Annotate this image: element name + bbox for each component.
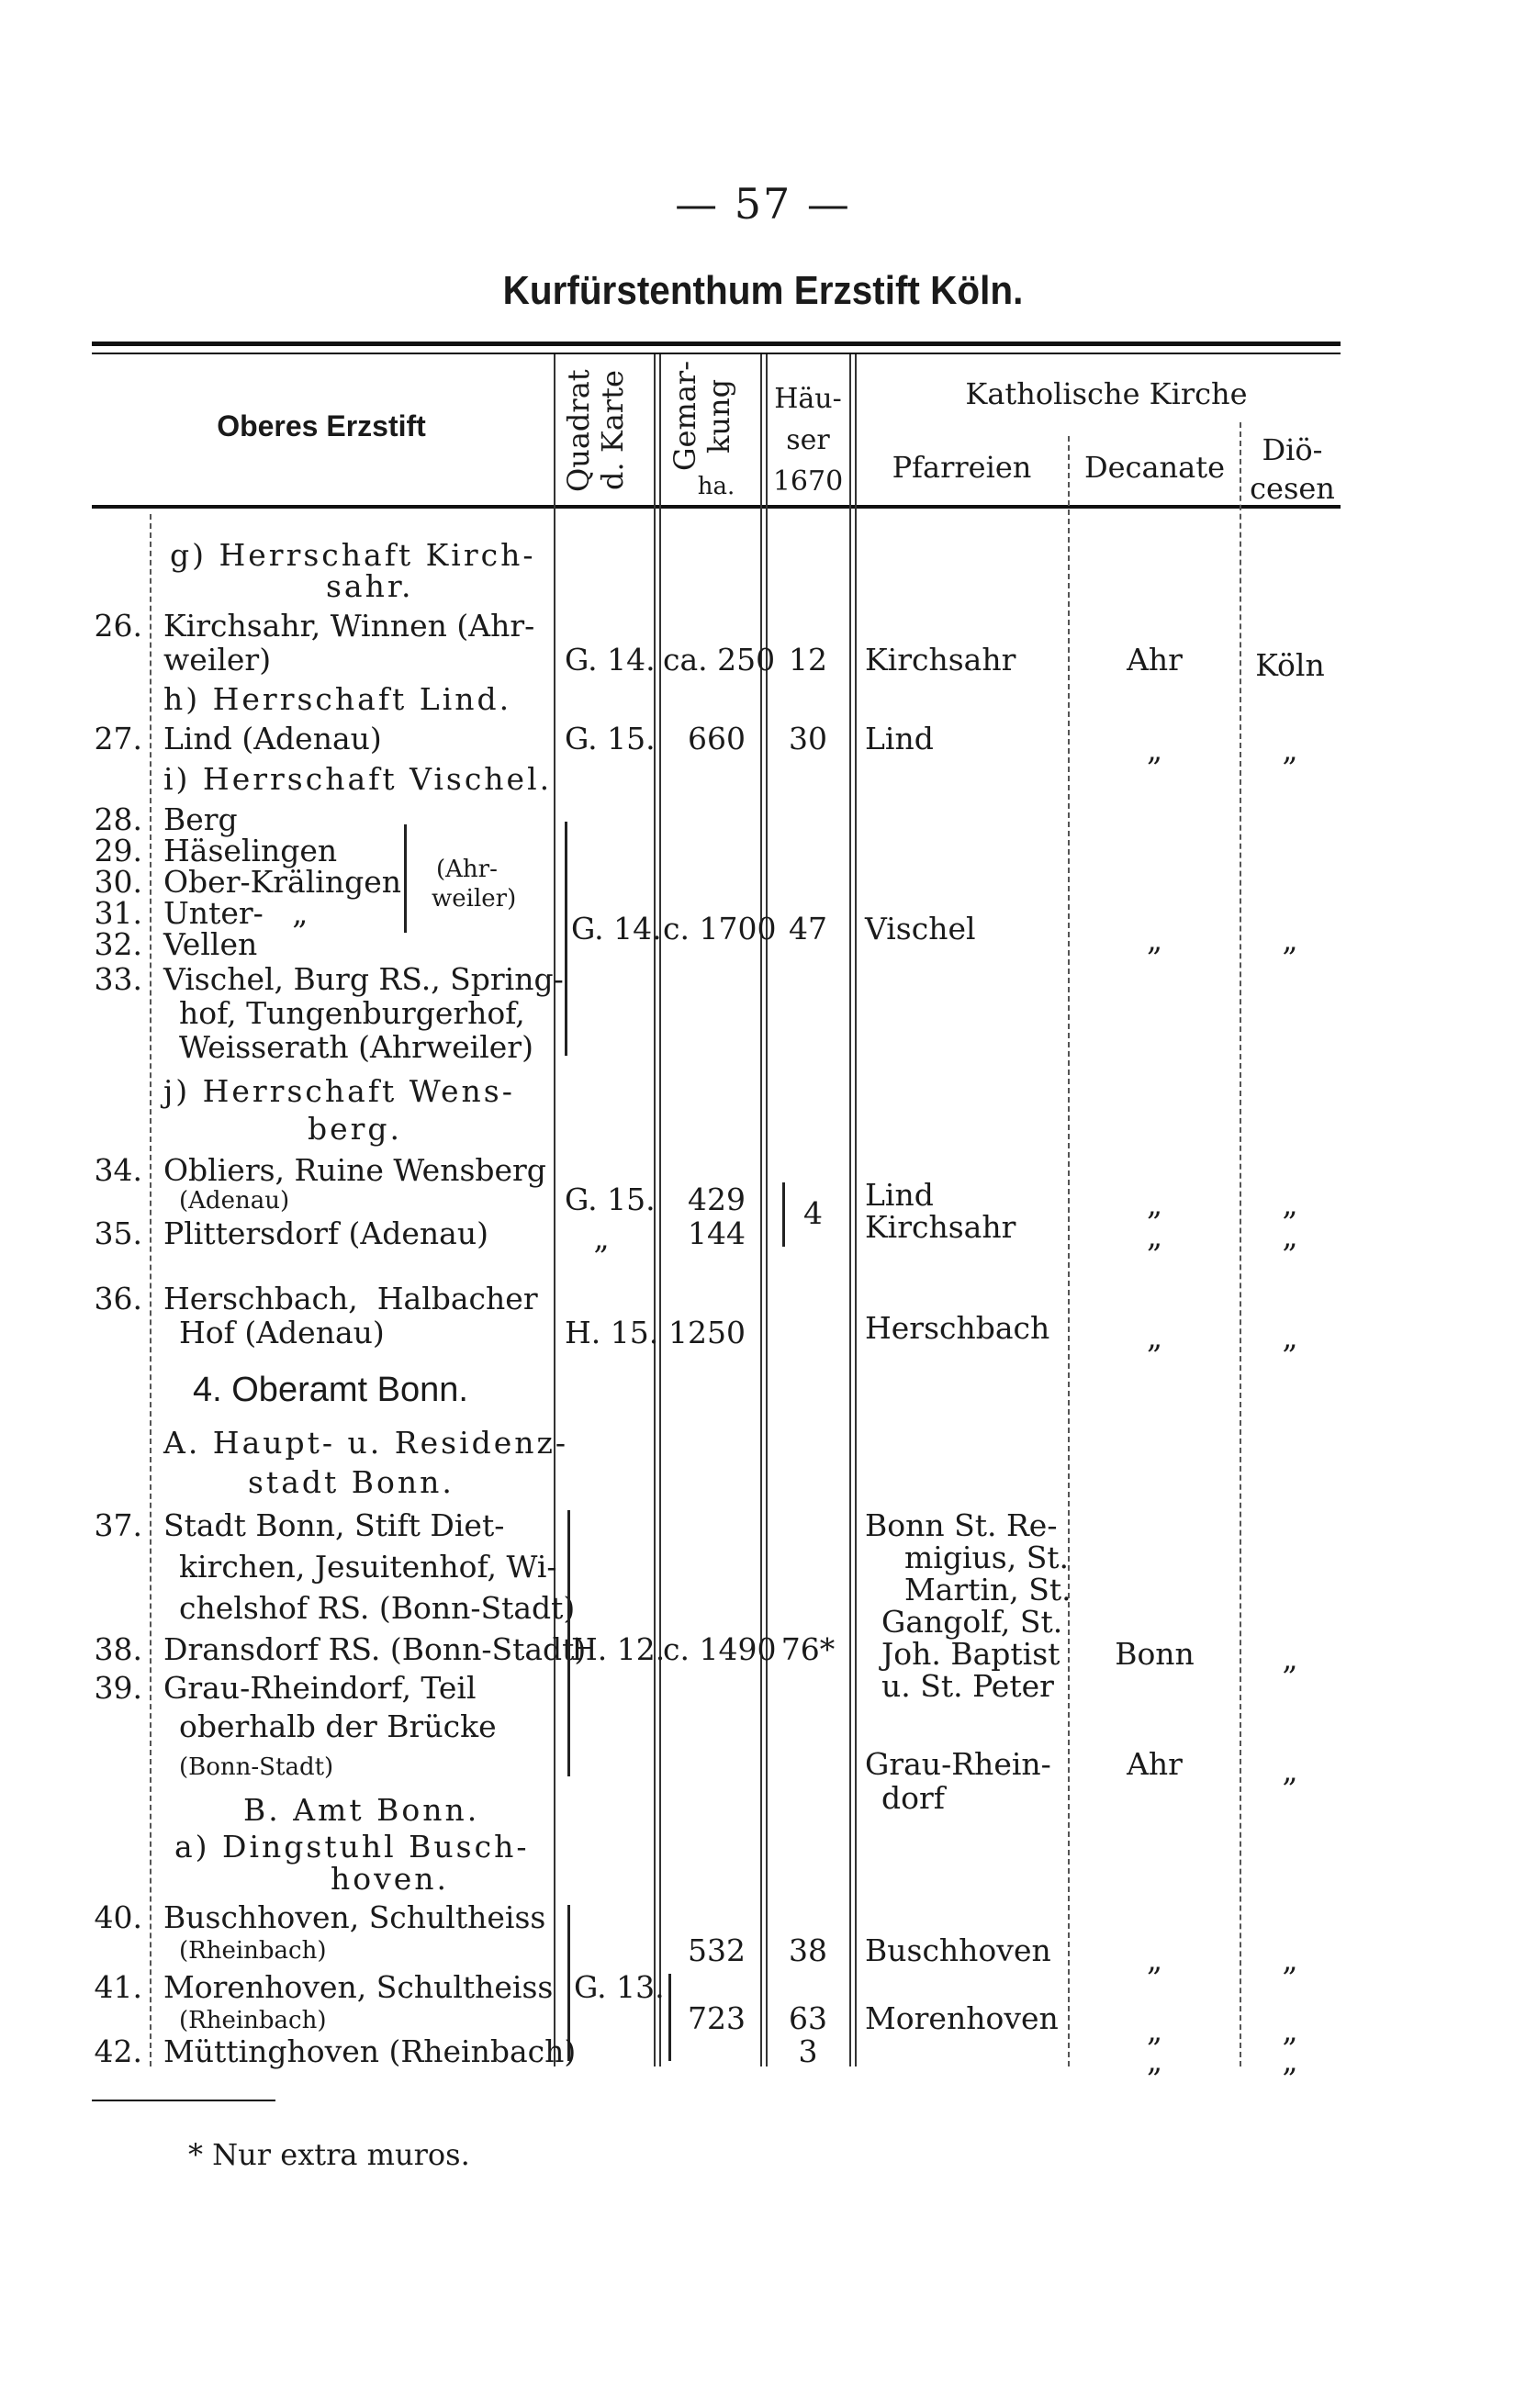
col-line-6 bbox=[1240, 422, 1241, 2066]
dioecese-cell: „ bbox=[1282, 1753, 1298, 1788]
place-name: kirchen, Jesuitenhof, Wi- bbox=[179, 1549, 557, 1585]
row-number: 33. bbox=[94, 961, 142, 997]
page-number: — 57 — bbox=[675, 179, 851, 229]
place-name: Herschbach, Halbacher bbox=[163, 1281, 538, 1316]
section-heading: sahr. bbox=[326, 568, 414, 604]
decanat-cell: „ bbox=[1146, 732, 1163, 767]
row-number: 30. bbox=[94, 864, 142, 900]
haeuser-cell: 38 bbox=[789, 1932, 827, 1968]
quadrat-cell: H. 12. bbox=[571, 1631, 666, 1667]
gemarkung-cell: 429 bbox=[688, 1182, 746, 1217]
header-region: Oberes Erzstift bbox=[217, 409, 426, 442]
row-number: 27. bbox=[94, 721, 142, 756]
pfarrei-cell: Lind bbox=[865, 1177, 934, 1213]
col-line-5 bbox=[1068, 436, 1070, 2066]
header-kirche: Katholische Kirche bbox=[965, 376, 1248, 411]
place-name: Grau-Rheindorf, Teil bbox=[163, 1670, 477, 1706]
row-number: 31. bbox=[94, 895, 142, 931]
dioecese-cell: „ bbox=[1282, 732, 1298, 767]
haeuser-cell: 12 bbox=[789, 642, 827, 678]
dioecese-cell: „ bbox=[1282, 1186, 1298, 1222]
quadrat-cell: G. 15. bbox=[565, 721, 656, 756]
quadrat-cell: G. 14. bbox=[571, 911, 662, 946]
section-heading: i) Herrschaft Vischel. bbox=[163, 761, 553, 797]
top-rule-thin bbox=[92, 353, 1341, 354]
header-decanate: Decanate bbox=[1083, 450, 1226, 485]
place-name: Hof (Adenau) bbox=[179, 1315, 385, 1350]
dioecese-cell: „ bbox=[1282, 1641, 1298, 1676]
col-line-1 bbox=[554, 354, 555, 2066]
row-number: 39. bbox=[94, 1670, 142, 1706]
header-gemarkung: Gemar-kung bbox=[668, 360, 736, 471]
haeuser-cell: 4 bbox=[803, 1195, 823, 1231]
quadrat-cell: G. 14. bbox=[565, 642, 656, 678]
header-quadrat: Quadrat d. Karte bbox=[561, 369, 630, 492]
row-number: 34. bbox=[94, 1152, 142, 1188]
gemarkung-cell: 532 bbox=[688, 1932, 746, 1968]
header-haeuser: Häu-ser 1670 bbox=[772, 383, 844, 498]
haeuser-cell: 76* bbox=[780, 1631, 836, 1667]
section-heading: hoven. bbox=[331, 1861, 450, 1897]
decanat-cell: „ bbox=[1146, 922, 1163, 958]
place-name: Weisserath (Ahrweiler) bbox=[179, 1029, 533, 1065]
place-name: Plittersdorf (Adenau) bbox=[163, 1215, 488, 1251]
col-line-4b bbox=[855, 354, 857, 2066]
row-number: 41. bbox=[94, 1969, 142, 2005]
gemarkung-cell: c. 1700 bbox=[663, 911, 777, 946]
pfarrei-cell: migius, St. bbox=[904, 1540, 1070, 1575]
place-name: Berg bbox=[163, 801, 238, 837]
pfarrei-cell: Lind bbox=[865, 721, 934, 756]
header-bottom-rule bbox=[92, 505, 1341, 509]
place-name: Unter- „ bbox=[163, 895, 309, 931]
bracket bbox=[567, 1510, 570, 1776]
place-name: (Bonn-Stadt) bbox=[179, 1753, 334, 1781]
bracket bbox=[565, 822, 567, 1056]
col-line-3 bbox=[760, 354, 762, 2066]
footnote: * Nur extra muros. bbox=[188, 2137, 470, 2172]
header-dioecesen: Diö-cesen bbox=[1250, 432, 1335, 506]
dioecese-cell: „ bbox=[1282, 922, 1298, 958]
quadrat-cell: G. 15. bbox=[565, 1182, 656, 1217]
place-name: hof, Tungenburgerhof, bbox=[179, 995, 525, 1031]
row-number: 26. bbox=[94, 608, 142, 644]
haeuser-cell: 47 bbox=[789, 911, 827, 946]
place-name: Buschhoven, Schultheiss bbox=[163, 1899, 546, 1935]
district-label: (Ahr- bbox=[436, 856, 498, 883]
place-name: Vellen bbox=[163, 926, 258, 962]
dioecese-cell: „ bbox=[1282, 1942, 1298, 1977]
haeuser-cell: 63 bbox=[789, 2000, 827, 2036]
decanat-cell: Ahr bbox=[1127, 1746, 1183, 1782]
header-gemarkung-unit: ha. bbox=[697, 473, 735, 500]
decanat-cell: „ bbox=[1146, 1319, 1163, 1355]
header-pfarreien: Pfarreien bbox=[892, 450, 1032, 485]
gemarkung-cell: ca. 250 bbox=[663, 642, 776, 678]
place-name: Müttinghoven (Rheinbach) bbox=[163, 2033, 577, 2069]
place-name: weiler) bbox=[163, 642, 272, 678]
gemarkung-cell: 1250 bbox=[668, 1315, 746, 1350]
gemarkung-cell: 723 bbox=[688, 2000, 746, 2036]
section-heading: stadt Bonn. bbox=[248, 1464, 454, 1500]
row-number: 32. bbox=[94, 926, 142, 962]
place-name: (Adenau) bbox=[179, 1187, 290, 1215]
pfarrei-cell: Morenhoven bbox=[865, 2000, 1059, 2036]
quadrat-cell: G. 13. bbox=[574, 1969, 665, 2005]
decanat-cell: Ahr bbox=[1127, 642, 1183, 678]
place-name: Häselingen bbox=[163, 833, 338, 868]
place-name: Morenhoven, Schultheiss bbox=[163, 1969, 554, 2005]
quadrat-cell: „ bbox=[593, 1220, 610, 1256]
place-name: Ober-Krälingen bbox=[163, 864, 402, 900]
dioecese-cell: „ bbox=[1282, 2043, 1298, 2078]
pfarrei-cell: Bonn St. Re- bbox=[865, 1507, 1058, 1543]
top-rule-thick bbox=[92, 342, 1341, 346]
page-title: Kurfürstenthum Erzstift Köln. bbox=[502, 268, 1024, 313]
pfarrei-cell: Herschbach bbox=[865, 1310, 1050, 1346]
col-line-4 bbox=[849, 354, 851, 2066]
col-line-3b bbox=[766, 354, 768, 2066]
pfarrei-cell: dorf bbox=[881, 1780, 945, 1816]
col-line-2b bbox=[659, 354, 661, 2066]
pfarrei-cell: Joh. Baptist bbox=[881, 1636, 1060, 1672]
section-heading: berg. bbox=[308, 1111, 403, 1147]
decanat-cell: „ bbox=[1146, 1218, 1163, 1254]
pfarrei-cell: u. St. Peter bbox=[881, 1668, 1054, 1704]
row-number: 29. bbox=[94, 833, 142, 868]
place-name: Dransdorf RS. (Bonn-Stadt) bbox=[163, 1631, 587, 1667]
pfarrei-cell: Vischel bbox=[865, 911, 976, 946]
place-name: Kirchsahr, Winnen (Ahr- bbox=[163, 608, 535, 644]
section-heading: a) Dingstuhl Busch- bbox=[174, 1829, 530, 1865]
decanat-cell: Bonn bbox=[1115, 1636, 1195, 1672]
pfarrei-cell: Gangolf, St. bbox=[881, 1604, 1063, 1640]
section-heading: j) Herrschaft Wens- bbox=[163, 1073, 515, 1109]
decanat-cell: „ bbox=[1146, 1186, 1163, 1222]
section-heading: A. Haupt- u. Residenz- bbox=[163, 1425, 569, 1461]
section-heading: h) Herrschaft Lind. bbox=[163, 681, 512, 717]
gemarkung-cell: 660 bbox=[688, 721, 746, 756]
haeuser-cell: 3 bbox=[798, 2033, 818, 2069]
row-number: 35. bbox=[94, 1215, 142, 1251]
place-name: (Rheinbach) bbox=[179, 2007, 327, 2034]
pfarrei-cell: Grau-Rhein- bbox=[865, 1746, 1051, 1782]
place-name: (Rheinbach) bbox=[179, 1937, 327, 1965]
section-heading: B. Amt Bonn. bbox=[243, 1792, 480, 1828]
section-heading: g) Herrschaft Kirch- bbox=[170, 537, 536, 573]
row-number: 42. bbox=[94, 2033, 142, 2069]
decanat-cell: „ bbox=[1146, 2012, 1163, 2048]
pfarrei-cell: Kirchsahr bbox=[865, 1209, 1016, 1245]
pfarrei-cell: Buschhoven bbox=[865, 1932, 1051, 1968]
row-number: 36. bbox=[94, 1281, 142, 1316]
haeuser-cell: 30 bbox=[789, 721, 827, 756]
district-label: weiler) bbox=[432, 885, 517, 913]
decanat-cell: „ bbox=[1146, 1942, 1163, 1977]
pfarrei-cell: Martin, St. bbox=[904, 1572, 1072, 1607]
bracket bbox=[782, 1182, 785, 1247]
row-number: 38. bbox=[94, 1631, 142, 1667]
place-name: oberhalb der Brücke bbox=[179, 1708, 497, 1744]
row-number: 40. bbox=[94, 1899, 142, 1935]
place-name: Stadt Bonn, Stift Diet- bbox=[163, 1507, 505, 1543]
dioecese-cell: „ bbox=[1282, 1218, 1298, 1254]
section-title: 4. Oberamt Bonn. bbox=[193, 1371, 468, 1409]
place-name: chelshof RS. (Bonn-Stadt) bbox=[179, 1590, 576, 1626]
place-name: Vischel, Burg RS., Spring- bbox=[163, 961, 564, 997]
dioecese-cell: „ bbox=[1282, 1319, 1298, 1355]
bracket bbox=[404, 824, 407, 933]
gemarkung-cell: 144 bbox=[688, 1215, 746, 1251]
row-number: 28. bbox=[94, 801, 142, 837]
row-number: 37. bbox=[94, 1507, 142, 1543]
pfarrei-cell: Kirchsahr bbox=[865, 642, 1016, 678]
gemarkung-cell: c. 1490 bbox=[663, 1631, 777, 1667]
decanat-cell: „ bbox=[1146, 2043, 1163, 2078]
dioecese-cell: Köln bbox=[1255, 647, 1325, 683]
place-name: Lind (Adenau) bbox=[163, 721, 382, 756]
quadrat-cell: H. 15. bbox=[565, 1315, 659, 1350]
dioecese-cell: „ bbox=[1282, 2012, 1298, 2048]
footnote-rule bbox=[92, 2100, 275, 2101]
row-number-line bbox=[150, 514, 151, 2066]
place-name: Obliers, Ruine Wensberg bbox=[163, 1152, 546, 1188]
